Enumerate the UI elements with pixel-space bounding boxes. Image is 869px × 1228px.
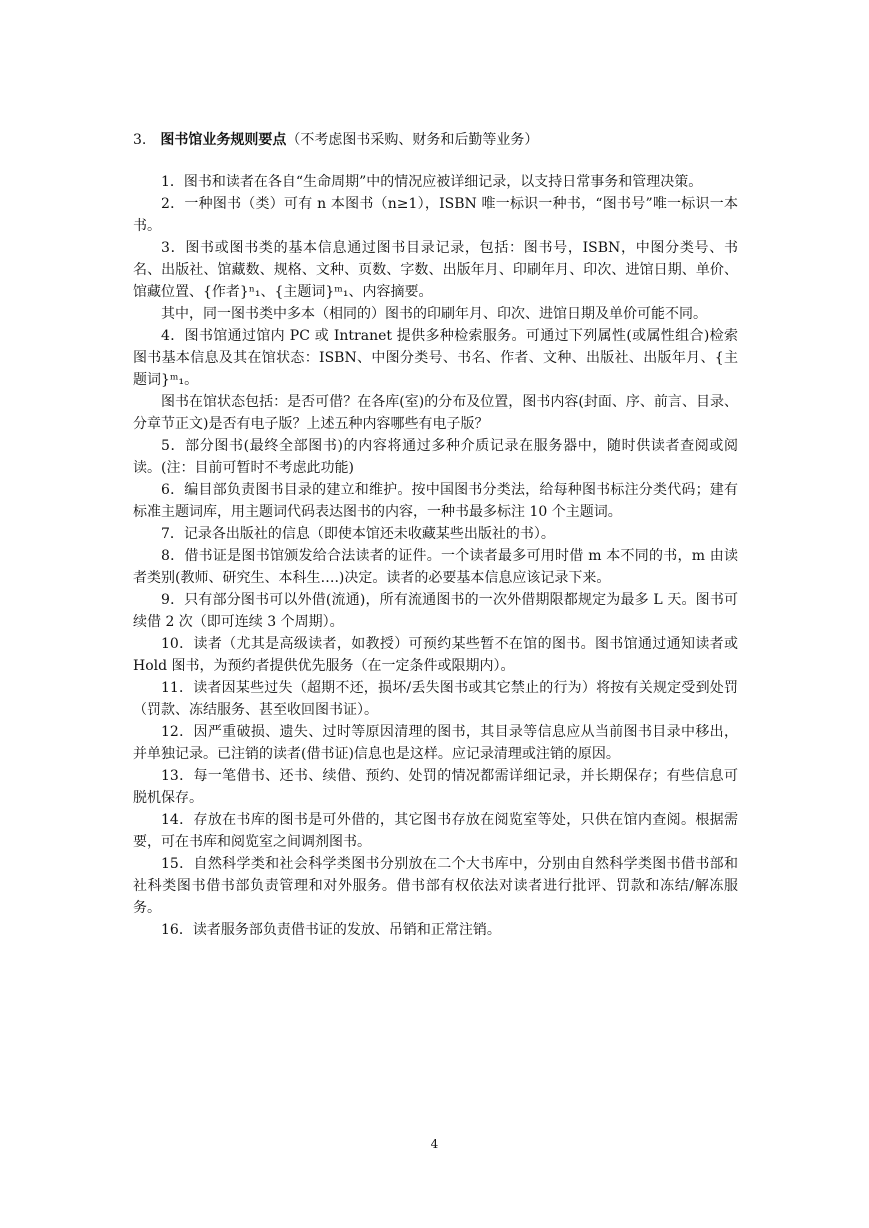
- rule-paragraph: 图书在馆状态包括：是否可借？在各库(室)的分布及位置，图书内容(封面、序、前言、目录、分章节正文)是否有电子版？上述五种内容哪些有电子版？: [133, 394, 738, 432]
- rule-paragraph: 16．读者服务部负责借书证的发放、吊销和正常注销。: [161, 922, 501, 938]
- rule-paragraph: 4．图书馆通过馆内 PC 或 Intranet 提供多种检索服务。可通过下列属性(或属性组合)检索图书基本信息及其在馆状态：ISBN、中图分类号、书名、作者、文种、出版社、出版年月、{主题词}ᵐ₁。: [133, 328, 738, 388]
- rule-paragraph: 7．记录各出版社的信息（即使本馆还未收藏某些出版社的书）。: [161, 526, 555, 542]
- section-number: 3.: [133, 132, 147, 148]
- section-heading: [133, 131, 538, 149]
- rule-paragraph: 5．部分图书(最终全部图书)的内容将通过多种介质记录在服务器中，随时供读者查阅或阅读。(注：目前可暂时不考虑此功能): [133, 438, 738, 476]
- rule-paragraph: 9．只有部分图书可以外借(流通)，所有流通图书的一次外借期限都规定为最多 L 天。图书可续借 2 次（即可连续 3 个周期）。: [133, 592, 738, 630]
- rules-list: [133, 171, 738, 941]
- rule-paragraph: 15．自然科学类和社会科学类图书分别放在二个大书库中，分别由自然科学类图书借书部和社科类图书借书部负责管理和对外服务。借书部有权依法对读者进行批评、罚款和冻结/解冻服务。: [133, 856, 738, 916]
- section-note: （不考虑图书采购、财务和后勤等业务）: [286, 132, 539, 148]
- rule-paragraph: 13．每一笔借书、还书、续借、预约、处罚的情况都需详细记录，并长期保存；有些信息可脱机保存。: [133, 768, 738, 806]
- rule-paragraph: 1．图书和读者在各自“生命周期”中的情况应被详细记录，以支持日常事务和管理决策。: [161, 174, 703, 190]
- rule-paragraph: 8．借书证是图书馆颁发给合法读者的证件。一个读者最多可用时借 m 本不同的书，m 由读者类别(教师、研究生、本科生….)决定。读者的必要基本信息应该记录下来。: [133, 548, 738, 586]
- rule-paragraph: 12．因严重破损、遗失、过时等原因清理的图书，其目录等信息应从当前图书目录中移出，并单独记录。已注销的读者(借书证)信息也是这样。应记录清理或注销的原因。: [133, 724, 738, 762]
- page-number: 4: [430, 1137, 439, 1151]
- rule-paragraph: 其中，同一图书类中多本（相同的）图书的印刷年月、印次、进馆日期及单价可能不同。: [161, 306, 707, 322]
- rule-paragraph: 2．一种图书（类）可有 n 本图书（n≥1），ISBN 唯一标识一种书，“图书号”唯一标识一本书。: [133, 196, 738, 234]
- rule-paragraph: 3．图书或图书类的基本信息通过图书目录记录，包括：图书号，ISBN，中图分类号、书名、出版社、馆藏数、规格、文种、页数、字数、出版年月、印刷年月、印次、进馆日期、单价、馆藏位置、{作者}ⁿ₁、{主题词}ᵐ₁、内容摘要。: [133, 240, 738, 300]
- rule-paragraph: 10．读者（尤其是高级读者，如教授）可预约某些暂不在馆的图书。图书馆通过通知读者或 Hold 图书，为预约者提供优先服务（在一定条件或限期内）。: [133, 636, 738, 674]
- rule-paragraph: 6．编目部负责图书目录的建立和维护。按中国图书分类法，给每种图书标注分类代码；建有标准主题词库，用主题词代码表达图书的内容，一种书最多标注 10 个主题词。: [133, 482, 738, 520]
- section-title: 图书馆业务规则要点: [160, 132, 287, 148]
- rule-paragraph: 14．存放在书库的图书是可外借的，其它图书存放在阅览室等处，只供在馆内查阅。根据需要，可在书库和阅览室之间调剂图书。: [133, 812, 738, 850]
- rule-paragraph: 11．读者因某些过失（超期不还，损坏/丢失图书或其它禁止的行为）将按有关规定受到处罚（罚款、冻结服务、甚至收回图书证）。: [133, 680, 738, 718]
